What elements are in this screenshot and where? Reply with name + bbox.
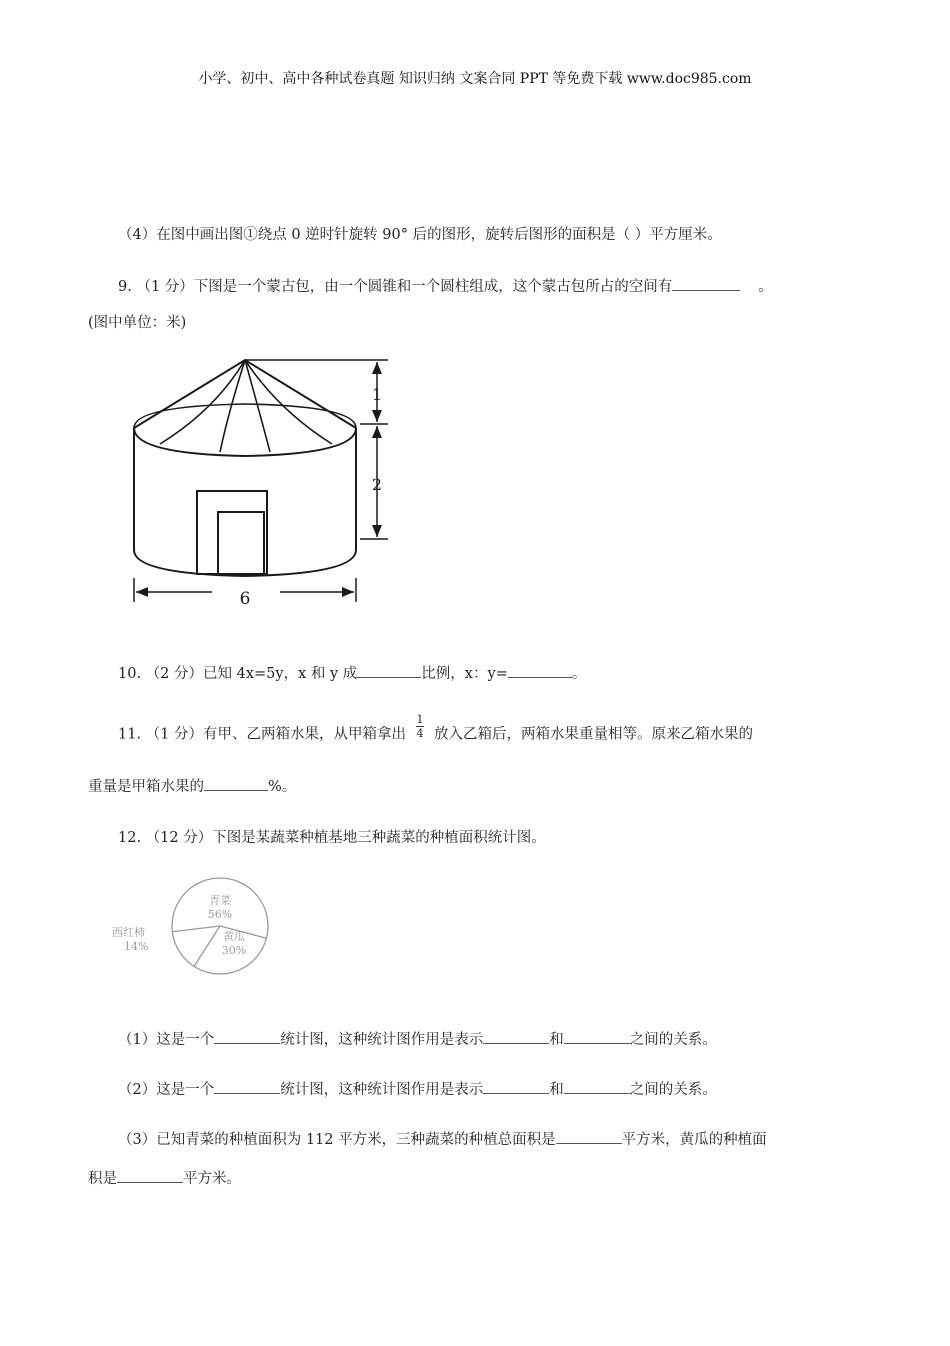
q9-stem-end: 。 <box>758 279 773 295</box>
q12-p3-blank-2[interactable] <box>117 1168 183 1183</box>
pie-label-3: 西红柿 <box>112 926 145 939</box>
q12-part3 <box>118 1128 767 1149</box>
q12-part3-line2 <box>88 1167 241 1188</box>
q12-p3-d: 平方米。 <box>183 1171 241 1187</box>
q9-stem <box>118 275 773 296</box>
q10-stem <box>118 662 586 683</box>
q12-p2-d: 之间的关系。 <box>629 1082 717 1098</box>
q12-p1-blank-3[interactable] <box>564 1029 630 1044</box>
q12-part2 <box>118 1078 717 1099</box>
cylinder-height-label: 2 <box>371 475 383 494</box>
q12-p2-c: 和 <box>549 1082 564 1098</box>
q12-p2-blank-1[interactable] <box>214 1079 280 1094</box>
q9-unit-note: (图中单位：米) <box>88 315 187 331</box>
q12-p2-a: （2）这是一个 <box>118 1082 215 1098</box>
q10-text-c: 。 <box>571 666 587 682</box>
q11-fraction <box>416 714 424 739</box>
q11-blank[interactable] <box>204 776 268 791</box>
q12-p2-b: 统计图，这种统计图作用是表示 <box>280 1082 484 1098</box>
q12-p3-c: 积是 <box>88 1171 117 1187</box>
q12-p1-b: 统计图，这种统计图作用是表示 <box>280 1032 484 1048</box>
q12-p3-blank-1[interactable] <box>556 1129 622 1144</box>
fraction-denominator: 4 <box>416 727 424 740</box>
q12-p3-a: （3）已知青菜的种植面积为 112 平方米，三种蔬菜的种植总面积是 <box>118 1132 556 1148</box>
yurt-rim-front <box>134 428 356 456</box>
pie-slice-1-boundary <box>172 926 220 932</box>
q12-p3-b: 平方米，黄瓜的种植面 <box>621 1132 767 1148</box>
page-header: 小学、初中、高中各种试卷真题 知识归纳 文案合同 PPT 等免费下载 www.doc985.com <box>198 71 752 87</box>
yurt-door-frame <box>197 491 267 574</box>
q11-stem <box>118 713 754 747</box>
fraction-numerator: 1 <box>416 713 424 726</box>
pie-label-1: 青菜 <box>209 894 231 907</box>
yurt-door <box>218 512 264 574</box>
yurt-base <box>134 550 356 576</box>
q12-p1-a: （1）这是一个 <box>118 1032 215 1048</box>
pie-value-3: 14% <box>124 940 149 953</box>
q12-part1 <box>118 1028 717 1049</box>
vegetable-pie-chart <box>110 868 280 980</box>
q12-p2-blank-2[interactable] <box>483 1079 549 1094</box>
pie-label-2: 黄瓜 <box>223 930 245 943</box>
q8-part4: （4）在图中画出图①绕点 0 逆时针旋转 90° 后的图形，旋转后图形的面积是（ ）平方厘米。 <box>118 227 722 243</box>
q9-stem-text: 9. （1 分）下图是一个蒙古包，由一个圆锥和一个圆柱组成，这个蒙古包所占的空间有 <box>118 279 673 295</box>
q12-p1-blank-2[interactable] <box>483 1029 549 1044</box>
q9-answer-blank[interactable] <box>672 276 740 291</box>
pie-value-2: 30% <box>221 944 247 957</box>
q10-blank-2[interactable] <box>508 663 572 678</box>
q12-p2-blank-3[interactable] <box>564 1079 630 1094</box>
cone-height-label: 1 <box>371 385 383 404</box>
q10-text-a: 10. （2 分）已知 4x=5y，x 和 y 成 <box>118 666 358 682</box>
q12-p1-c: 和 <box>549 1032 564 1048</box>
diameter-label: 6 <box>239 589 251 609</box>
pie-slice-3-boundary <box>194 926 220 966</box>
q11-text-c: 重量是甲箱水果的 <box>88 779 204 795</box>
q12-p1-d: 之间的关系。 <box>629 1032 717 1048</box>
q11-text-a: 11. （1 分）有甲、乙两箱水果，从甲箱拿出 <box>118 726 407 743</box>
yurt-cone-outline <box>134 360 356 428</box>
pie-value-1: 56% <box>207 908 233 921</box>
q11-line2 <box>88 775 296 796</box>
q11-text-d: %。 <box>268 779 297 795</box>
q12-p1-blank-1[interactable] <box>214 1029 280 1044</box>
q12-stem: 12. （12 分）下图是某蔬菜种植基地三种蔬菜的种植面积统计图。 <box>118 830 546 846</box>
yurt-figure <box>120 352 400 614</box>
q11-text-b: 放入乙箱后，两箱水果重量相等。原来乙箱水果的 <box>434 726 754 743</box>
q10-text-b: 比例，x：y= <box>421 666 508 682</box>
q10-blank-1[interactable] <box>357 663 421 678</box>
